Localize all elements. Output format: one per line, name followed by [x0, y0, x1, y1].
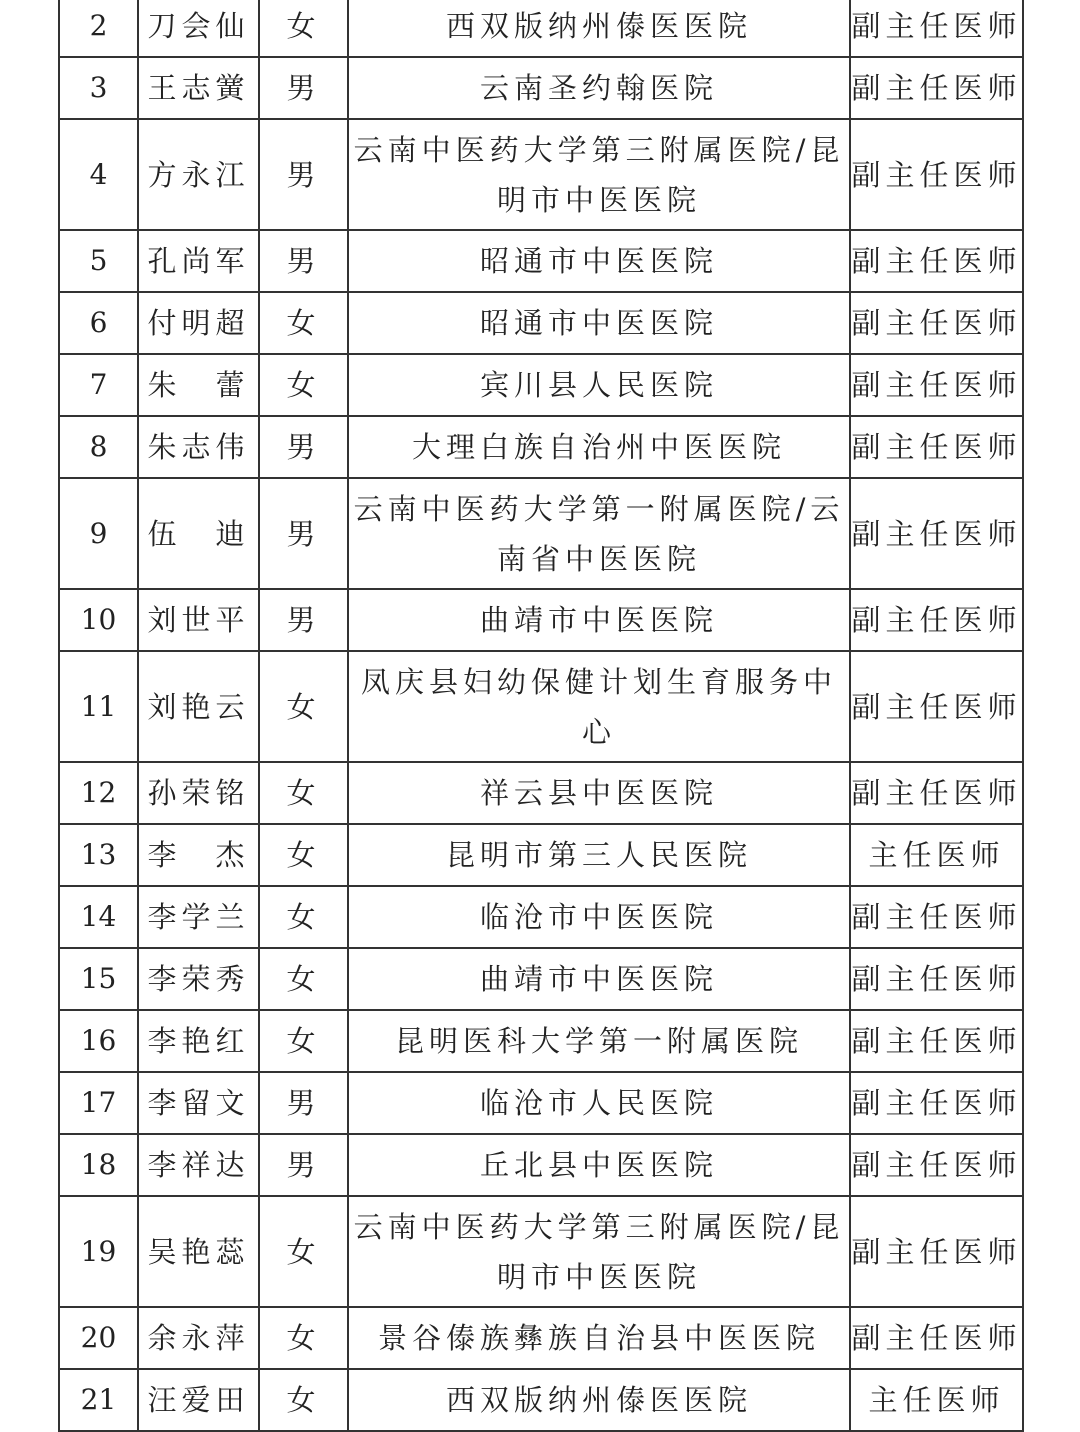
table-row [59, 651, 1023, 762]
cell-unit: 宾川县人民医院 [348, 354, 850, 416]
cell-gender: 男 [259, 478, 348, 589]
cell-unit: 云南圣约翰医院 [348, 57, 850, 119]
cell-gender: 男 [259, 57, 348, 119]
cell-no: 19 [59, 1196, 138, 1307]
table-row [59, 354, 1023, 416]
cell-gender: 女 [259, 886, 348, 948]
table-row [59, 0, 1023, 57]
cell-gender: 男 [259, 416, 348, 478]
cell-name: 伍 迪 [138, 478, 259, 589]
table-row [59, 1307, 1023, 1369]
table-row [59, 1369, 1023, 1431]
table-row [59, 589, 1023, 651]
cell-unit: 昆明医科大学第一附属医院 [348, 1010, 850, 1072]
cell-no: 13 [59, 824, 138, 886]
table-row [59, 886, 1023, 948]
cell-gender: 女 [259, 948, 348, 1010]
cell-name: 朱 蕾 [138, 354, 259, 416]
cell-no: 17 [59, 1072, 138, 1134]
cell-gender: 男 [259, 230, 348, 292]
table-row [59, 57, 1023, 119]
cell-name: 孙荣铭 [138, 762, 259, 824]
cell-no: 8 [59, 416, 138, 478]
cell-name: 汪爱田 [138, 1369, 259, 1431]
cell-gender: 女 [259, 762, 348, 824]
cell-title: 副主任医师 [850, 354, 1023, 416]
cell-unit: 昆明市第三人民医院 [348, 824, 850, 886]
cell-name: 方永江 [138, 119, 259, 230]
cell-no: 20 [59, 1307, 138, 1369]
table-row [59, 948, 1023, 1010]
cell-no: 4 [59, 119, 138, 230]
cell-name: 余永萍 [138, 1307, 259, 1369]
cell-gender: 女 [259, 292, 348, 354]
cell-name: 刀会仙 [138, 0, 259, 57]
cell-unit: 昭通市中医医院 [348, 230, 850, 292]
cell-gender: 女 [259, 651, 348, 762]
cell-title: 副主任医师 [850, 589, 1023, 651]
cell-gender: 男 [259, 589, 348, 651]
cell-unit: 云南中医药大学第一附属医院/云南省中医医院 [348, 478, 850, 589]
cell-title: 副主任医师 [850, 886, 1023, 948]
cell-title: 主任医师 [850, 1369, 1023, 1431]
table-row [59, 416, 1023, 478]
cell-unit: 临沧市中医医院 [348, 886, 850, 948]
cell-title: 副主任医师 [850, 1307, 1023, 1369]
cell-name: 孔尚军 [138, 230, 259, 292]
cell-name: 付明超 [138, 292, 259, 354]
cell-name: 李祥达 [138, 1134, 259, 1196]
cell-unit: 曲靖市中医医院 [348, 589, 850, 651]
cell-no: 6 [59, 292, 138, 354]
cell-title: 副主任医师 [850, 1010, 1023, 1072]
cell-no: 11 [59, 651, 138, 762]
cell-gender: 女 [259, 1369, 348, 1431]
cell-title: 主任医师 [850, 824, 1023, 886]
cell-unit: 临沧市人民医院 [348, 1072, 850, 1134]
cell-title: 副主任医师 [850, 1196, 1023, 1307]
table-row [59, 230, 1023, 292]
cell-gender: 女 [259, 824, 348, 886]
cell-gender: 男 [259, 119, 348, 230]
cell-title: 副主任医师 [850, 57, 1023, 119]
cell-no: 18 [59, 1134, 138, 1196]
cell-name: 刘艳云 [138, 651, 259, 762]
cell-title: 副主任医师 [850, 0, 1023, 57]
cell-gender: 男 [259, 1134, 348, 1196]
cell-title: 副主任医师 [850, 1134, 1023, 1196]
cell-unit: 祥云县中医医院 [348, 762, 850, 824]
cell-name: 李留文 [138, 1072, 259, 1134]
cell-no: 21 [59, 1369, 138, 1431]
cell-name: 李荣秀 [138, 948, 259, 1010]
cell-title: 副主任医师 [850, 948, 1023, 1010]
cell-no: 10 [59, 589, 138, 651]
cell-title: 副主任医师 [850, 416, 1023, 478]
cell-title: 副主任医师 [850, 292, 1023, 354]
cell-unit: 西双版纳州傣医医院 [348, 1369, 850, 1431]
cell-gender: 男 [259, 1072, 348, 1134]
table-row [59, 119, 1023, 230]
cell-no: 7 [59, 354, 138, 416]
cell-no: 16 [59, 1010, 138, 1072]
cell-unit: 昭通市中医医院 [348, 292, 850, 354]
cell-name: 刘世平 [138, 589, 259, 651]
cell-unit: 云南中医药大学第三附属医院/昆明市中医医院 [348, 1196, 850, 1307]
cell-title: 副主任医师 [850, 1072, 1023, 1134]
cell-unit: 西双版纳州傣医医院 [348, 0, 850, 57]
cell-name: 李艳红 [138, 1010, 259, 1072]
cell-no: 2 [59, 0, 138, 57]
table-row [59, 1072, 1023, 1134]
cell-title: 副主任医师 [850, 119, 1023, 230]
cell-gender: 女 [259, 1010, 348, 1072]
cell-title: 副主任医师 [850, 651, 1023, 762]
table-row [59, 762, 1023, 824]
cell-unit: 丘北县中医医院 [348, 1134, 850, 1196]
cell-unit: 云南中医药大学第三附属医院/昆明市中医医院 [348, 119, 850, 230]
cell-no: 9 [59, 478, 138, 589]
cell-no: 12 [59, 762, 138, 824]
cell-gender: 女 [259, 354, 348, 416]
cell-name: 朱志伟 [138, 416, 259, 478]
cell-no: 14 [59, 886, 138, 948]
table-row [59, 292, 1023, 354]
cell-title: 副主任医师 [850, 762, 1023, 824]
cell-unit: 大理白族自治州中医医院 [348, 416, 850, 478]
cell-title: 副主任医师 [850, 478, 1023, 589]
cell-no: 15 [59, 948, 138, 1010]
table-row [59, 1196, 1023, 1307]
cell-gender: 女 [259, 1196, 348, 1307]
table-row [59, 824, 1023, 886]
cell-gender: 女 [259, 0, 348, 57]
cell-unit: 曲靖市中医医院 [348, 948, 850, 1010]
cell-unit: 景谷傣族彝族自治县中医医院 [348, 1307, 850, 1369]
cell-name: 李 杰 [138, 824, 259, 886]
cell-no: 5 [59, 230, 138, 292]
table-row [59, 1010, 1023, 1072]
cell-title: 副主任医师 [850, 230, 1023, 292]
cell-no: 3 [59, 57, 138, 119]
roster-table [58, 0, 1024, 1432]
table-row [59, 1134, 1023, 1196]
cell-unit: 凤庆县妇幼保健计划生育服务中心 [348, 651, 850, 762]
cell-name: 李学兰 [138, 886, 259, 948]
table-row [59, 478, 1023, 589]
cell-name: 吴艳蕊 [138, 1196, 259, 1307]
cell-gender: 女 [259, 1307, 348, 1369]
cell-name: 王志黉 [138, 57, 259, 119]
